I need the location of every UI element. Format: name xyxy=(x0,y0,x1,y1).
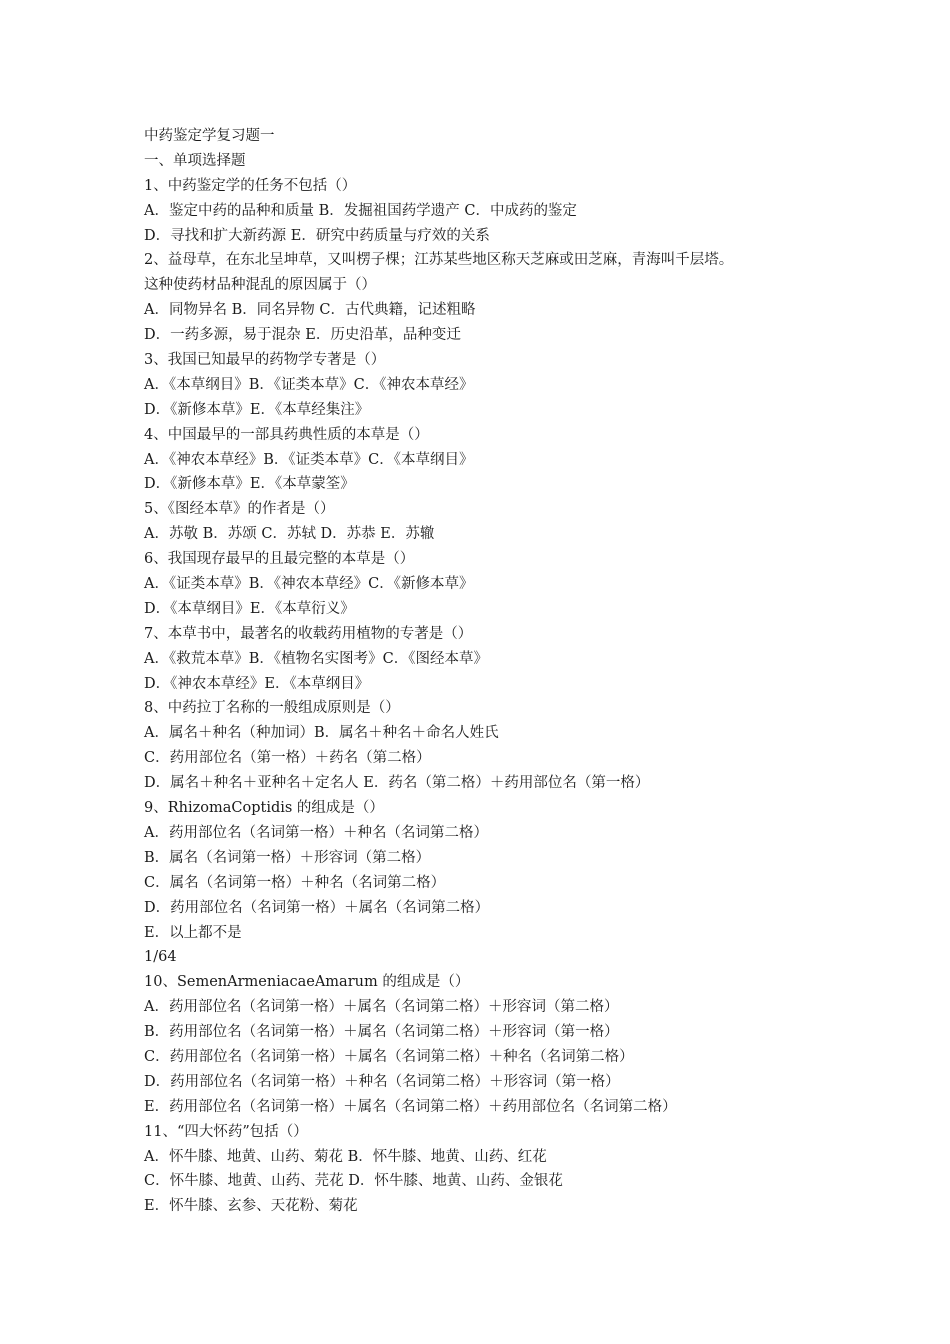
question-8-option-c: C．药用部位名（第一格）＋药名（第二格） xyxy=(144,750,431,767)
question-1-options-d-e: D．寻找和扩大新药源 E．研究中药质量与疗效的关系 xyxy=(144,227,490,244)
question-9-option-a: A．药用部位名（名词第一格）＋种名（名词第二格） xyxy=(144,824,488,841)
question-10-option-b: B．药用部位名（名词第一格）＋属名（名词第二格）＋形容词（第一格） xyxy=(144,1024,619,1041)
question-10-option-e: E．药用部位名（名词第一格）＋属名（名词第二格）＋药用部位名（名词第二格） xyxy=(144,1098,677,1115)
question-10-option-d: D．药用部位名（名词第一格）＋种名（名词第二格）＋形容词（第一格） xyxy=(144,1073,620,1090)
question-5-options: A．苏敬 B．苏颂 C．苏轼 D．苏恭 E．苏辙 xyxy=(144,526,435,543)
page-number: 1/64 xyxy=(144,949,177,966)
question-1-options-a-c: A．鉴定中药的品种和质量 B．发掘祖国药学遗产 C．中成药的鉴定 xyxy=(144,202,577,219)
question-3: 3、我国已知最早的药物学专著是（） xyxy=(144,352,386,369)
question-10-option-c: C．药用部位名（名词第一格）＋属名（名词第二格）＋种名（名词第二格） xyxy=(144,1048,634,1065)
document-body xyxy=(144,124,844,1219)
document-title: 中药鉴定学复习题一 xyxy=(144,128,275,144)
question-2: 2、益母草，在东北呈坤草，又叫楞子棵；江苏某些地区称天芝麻或田芝麻，青海叫千层塔。 xyxy=(144,252,734,269)
question-3-options-d-e: D．《新修本草》E．《本草经集注》 xyxy=(144,401,370,418)
question-11-options-a-b: A．怀牛膝、地黄、山药、菊花 B．怀牛膝、地黄、山药、红花 xyxy=(144,1148,547,1165)
question-10: 10、SemenArmeniacaeAmarum 的组成是（） xyxy=(144,974,470,991)
question-2-options-d-e: D．一药多源，易于混杂 E．历史沿革，品种变迁 xyxy=(144,327,461,344)
question-1: 1、中药鉴定学的任务不包括（） xyxy=(144,177,357,194)
question-11: 11、“四大怀药”包括（） xyxy=(144,1123,308,1140)
question-9-option-b: B．属名（名词第一格）＋形容词（第二格） xyxy=(144,849,431,866)
question-8: 8、中药拉丁名称的一般组成原则是（） xyxy=(144,700,400,717)
question-9-option-d: D．药用部位名（名词第一格）＋属名（名词第二格） xyxy=(144,899,490,916)
section-heading: 一、单项选择题 xyxy=(144,152,246,169)
question-7: 7、本草书中，最著名的收载药用植物的专著是（） xyxy=(144,625,473,642)
question-4-options-d-e: D．《新修本草》E．《本草蒙筌》 xyxy=(144,476,355,493)
question-6-options-d-e: D．《本草纲目》E．《本草衍义》 xyxy=(144,600,355,617)
question-6-options-a-c: A．《证类本草》B．《神农本草经》C．《新修本草》 xyxy=(144,576,474,593)
question-8-options-a-b: A．属名＋种名（种加词）B．属名＋种名＋命名人姓氏 xyxy=(144,725,499,742)
question-2-continued: 这种使药材品种混乱的原因属于（） xyxy=(144,277,376,294)
question-5: 5、《图经本草》的作者是（） xyxy=(144,501,335,518)
question-11-options-c-d: C．怀牛膝、地黄、山药、芫花 D．怀牛膝、地黄、山药、金银花 xyxy=(144,1173,563,1190)
question-10-option-a: A．药用部位名（名词第一格）＋属名（名词第二格）＋形容词（第二格） xyxy=(144,999,619,1016)
question-9-option-c: C．属名（名词第一格）＋种名（名词第二格） xyxy=(144,874,446,891)
question-2-options-a-c: A．同物异名 B．同名异物 C．古代典籍，记述粗略 xyxy=(144,302,476,319)
question-3-options-a-c: A．《本草纲目》B．《证类本草》C．《神农本草经》 xyxy=(144,376,474,393)
question-8-options-d-e: D．属名＋种名＋亚种名＋定名人 E．药名（第二格）＋药用部位名（第一格） xyxy=(144,775,650,792)
question-6: 6、我国现存最早的且最完整的本草是（） xyxy=(144,551,415,568)
question-7-options-a-c: A．《救荒本草》B．《植物名实图考》C．《图经本草》 xyxy=(144,650,488,667)
question-4-options-a-c: A．《神农本草经》B．《证类本草》C．《本草纲目》 xyxy=(144,451,474,468)
question-11-option-e: E．怀牛膝、玄参、天花粉、菊花 xyxy=(144,1198,358,1215)
question-9: 9、RhizomaCoptidis 的组成是（） xyxy=(144,800,384,817)
question-7-options-d-e: D．《神农本草经》E．《本草纲目》 xyxy=(144,675,370,692)
question-4: 4、中国最早的一部具药典性质的本草是（） xyxy=(144,426,429,443)
question-9-option-e: E．以上都不是 xyxy=(144,924,242,941)
